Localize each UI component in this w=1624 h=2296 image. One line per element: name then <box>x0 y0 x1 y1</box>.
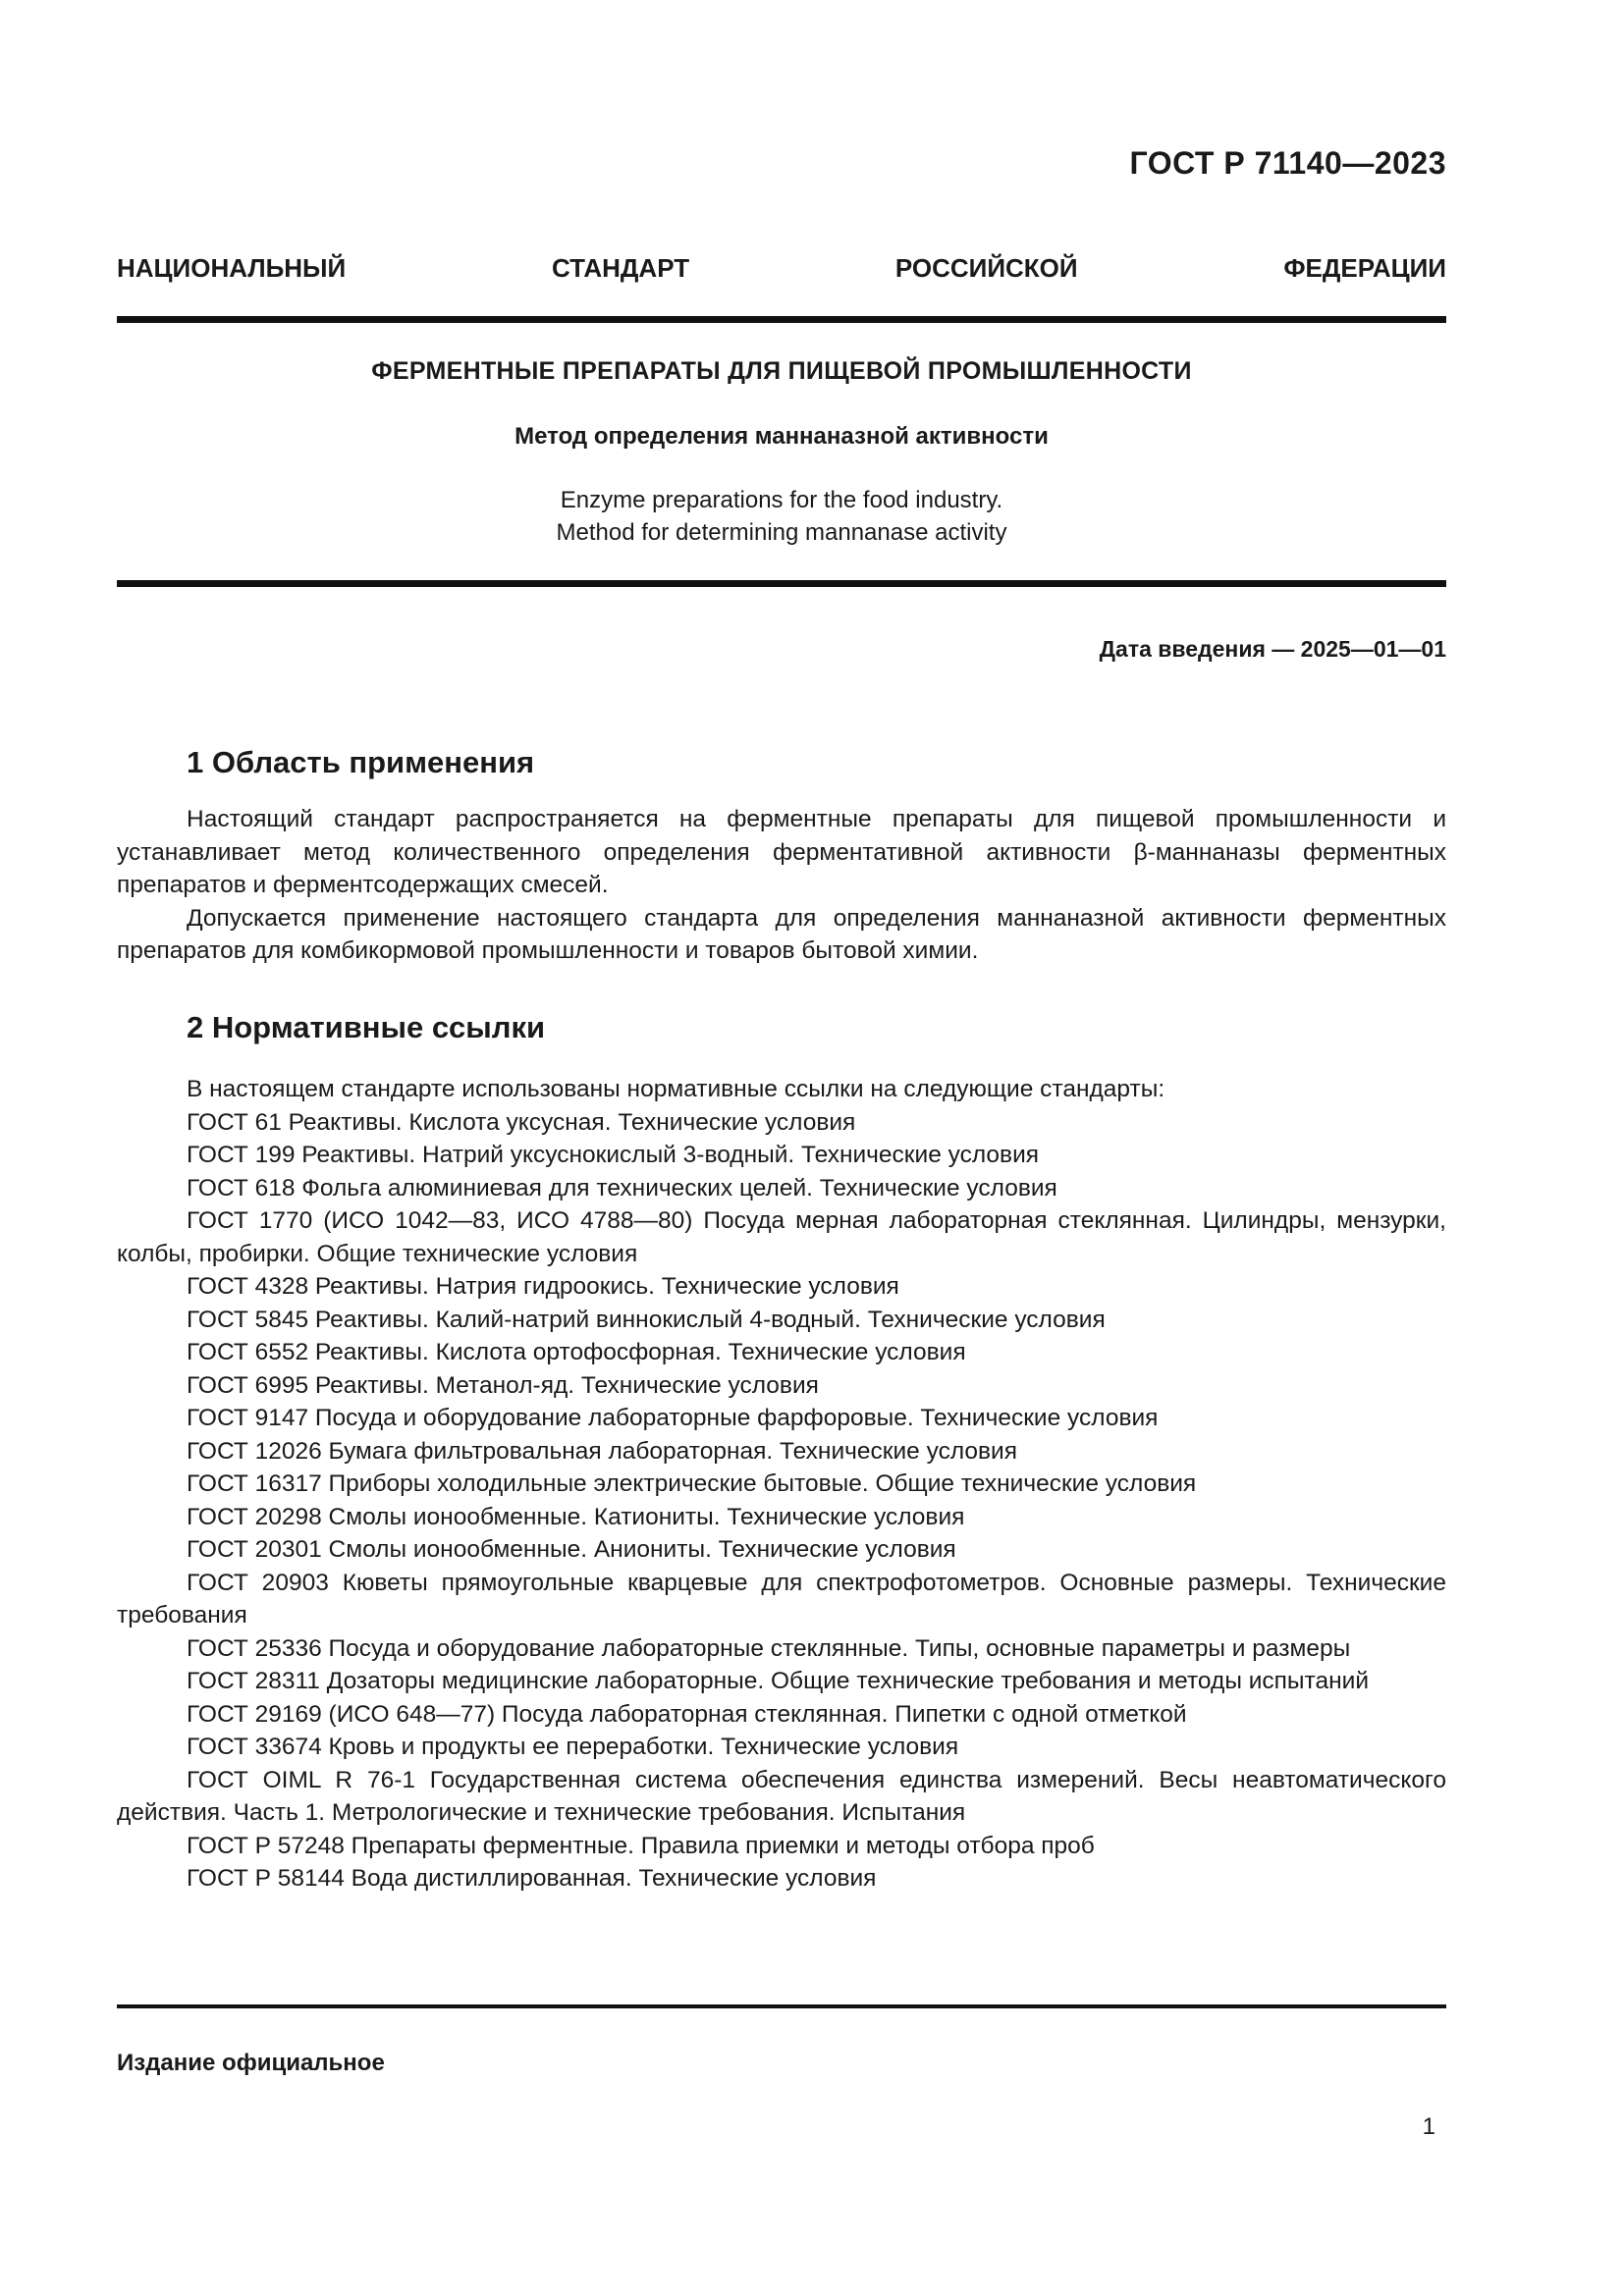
reference-item: ГОСТ 5845 Реактивы. Калий-натрий виннокислый 4-водный. Технические условия <box>187 1306 1106 1333</box>
document-subtitle: Метод определения маннаназной активности <box>514 423 1049 450</box>
top-divider <box>117 316 1446 323</box>
page-number: 1 <box>1422 2113 1435 2140</box>
paragraph: Настоящий стандарт распространяется на ферментные препараты для пищевой промышленности и устанавливает метод количественного определения ферментативной активности β-маннаназы ферментных препаратов и ферментсодержащих смесей. <box>117 806 1446 898</box>
reference-item: ГОСТ 199 Реактивы. Натрий уксуснокислый 3-водный. Технические условия <box>187 1142 1040 1168</box>
english-title-line: Enzyme preparations for the food industry. <box>560 487 1003 513</box>
banner-word: ФЕДЕРАЦИИ <box>1283 253 1446 283</box>
reference-item: ГОСТ 25336 Посуда и оборудование лабораторные стеклянные. Типы, основные параметры и размеры <box>187 1634 1351 1662</box>
paragraph: Допускается применение настоящего стандарта для определения маннаназной активности ферментных препаратов для комбикормовой промышленности и товаров бытовой химии. <box>117 904 1446 964</box>
section-1-body <box>117 803 1446 968</box>
footer-divider <box>117 2004 1446 2008</box>
introduction-date: Дата введения — 2025—01—01 <box>1099 636 1446 662</box>
reference-item: ГОСТ 1770 (ИСО 1042—83, ИСО 4788—80) Посуда мерная лабораторная стеклянная. Цилиндры, мензурки, колбы, пробирки. Общие технические условия <box>117 1207 1446 1267</box>
reference-item: ГОСТ 20903 Кюветы прямоугольные кварцевые для спектрофотометров. Основные размеры. Технические требования <box>117 1569 1446 1629</box>
document-title: ФЕРМЕНТНЫЕ ПРЕПАРАТЫ ДЛЯ ПИЩЕВОЙ ПРОМЫШЛЕННОСТИ <box>371 357 1192 385</box>
title-divider <box>117 580 1446 587</box>
reference-item: ГОСТ 16317 Приборы холодильные электрические бытовые. Общие технические условия <box>187 1470 1197 1497</box>
reference-item: ГОСТ 33674 Кровь и продукты ее переработки. Технические условия <box>187 1734 959 1760</box>
reference-item: ГОСТ 6995 Реактивы. Метанол-яд. Технические условия <box>187 1371 819 1399</box>
section-2-body <box>117 1073 1446 1896</box>
national-standard-banner <box>117 253 1446 284</box>
english-title-line: Method for determining mannanase activity <box>556 519 1007 546</box>
reference-item: ГОСТ 29169 (ИСО 648—77) Посуда лабораторная стеклянная. Пипетки с одной отметкой <box>187 1700 1187 1728</box>
reference-item: ГОСТ Р 57248 Препараты ферментные. Правила приемки и методы отбора проб <box>187 1832 1095 1859</box>
banner-word: НАЦИОНАЛЬНЫЙ <box>117 253 347 283</box>
reference-item: ГОСТ 9147 Посуда и оборудование лабораторные фарфоровые. Технические условия <box>187 1405 1159 1431</box>
section-1-heading: 1 Область применения <box>187 745 535 779</box>
section-2-heading: 2 Нормативные ссылки <box>187 1010 546 1044</box>
reference-item: ГОСТ 20301 Смолы ионообменные. Аниониты. Технические условия <box>187 1536 956 1563</box>
reference-item: ГОСТ OIML R 76-1 Государственная система обеспечения единства измерений. Весы неавтоматического действия. Часть 1. Метрологические и технические требования. Испытания <box>117 1766 1446 1826</box>
reference-item: ГОСТ 61 Реактивы. Кислота уксусная. Технические условия <box>187 1108 856 1136</box>
reference-item: ГОСТ 12026 Бумага фильтровальная лабораторная. Технические условия <box>187 1437 1018 1465</box>
reference-list <box>117 1106 1446 1896</box>
reference-item: ГОСТ 4328 Реактивы. Натрия гидроокись. Технические условия <box>187 1273 899 1300</box>
edition-label: Издание официальное <box>117 2050 385 2076</box>
references-intro: В настоящем стандарте использованы нормативные ссылки на следующие стандарты: <box>187 1076 1165 1102</box>
reference-item: ГОСТ 20298 Смолы ионообменные. Катиониты. Технические условия <box>187 1503 965 1530</box>
reference-item: ГОСТ 6552 Реактивы. Кислота ортофосфорная. Технические условия <box>187 1339 966 1365</box>
document-code: ГОСТ Р 71140—2023 <box>1129 145 1446 181</box>
english-title <box>117 484 1446 549</box>
reference-item: ГОСТ 28311 Дозаторы медицинские лабораторные. Общие технические требования и методы испытаний <box>187 1668 1370 1694</box>
banner-word: СТАНДАРТ <box>551 253 690 283</box>
banner-word: РОССИЙСКОЙ <box>894 253 1078 283</box>
reference-item: ГОСТ Р 58144 Вода дистиллированная. Технические условия <box>187 1865 877 1892</box>
reference-item: ГОСТ 618 Фольга алюминиевая для технических целей. Технические условия <box>187 1174 1057 1201</box>
